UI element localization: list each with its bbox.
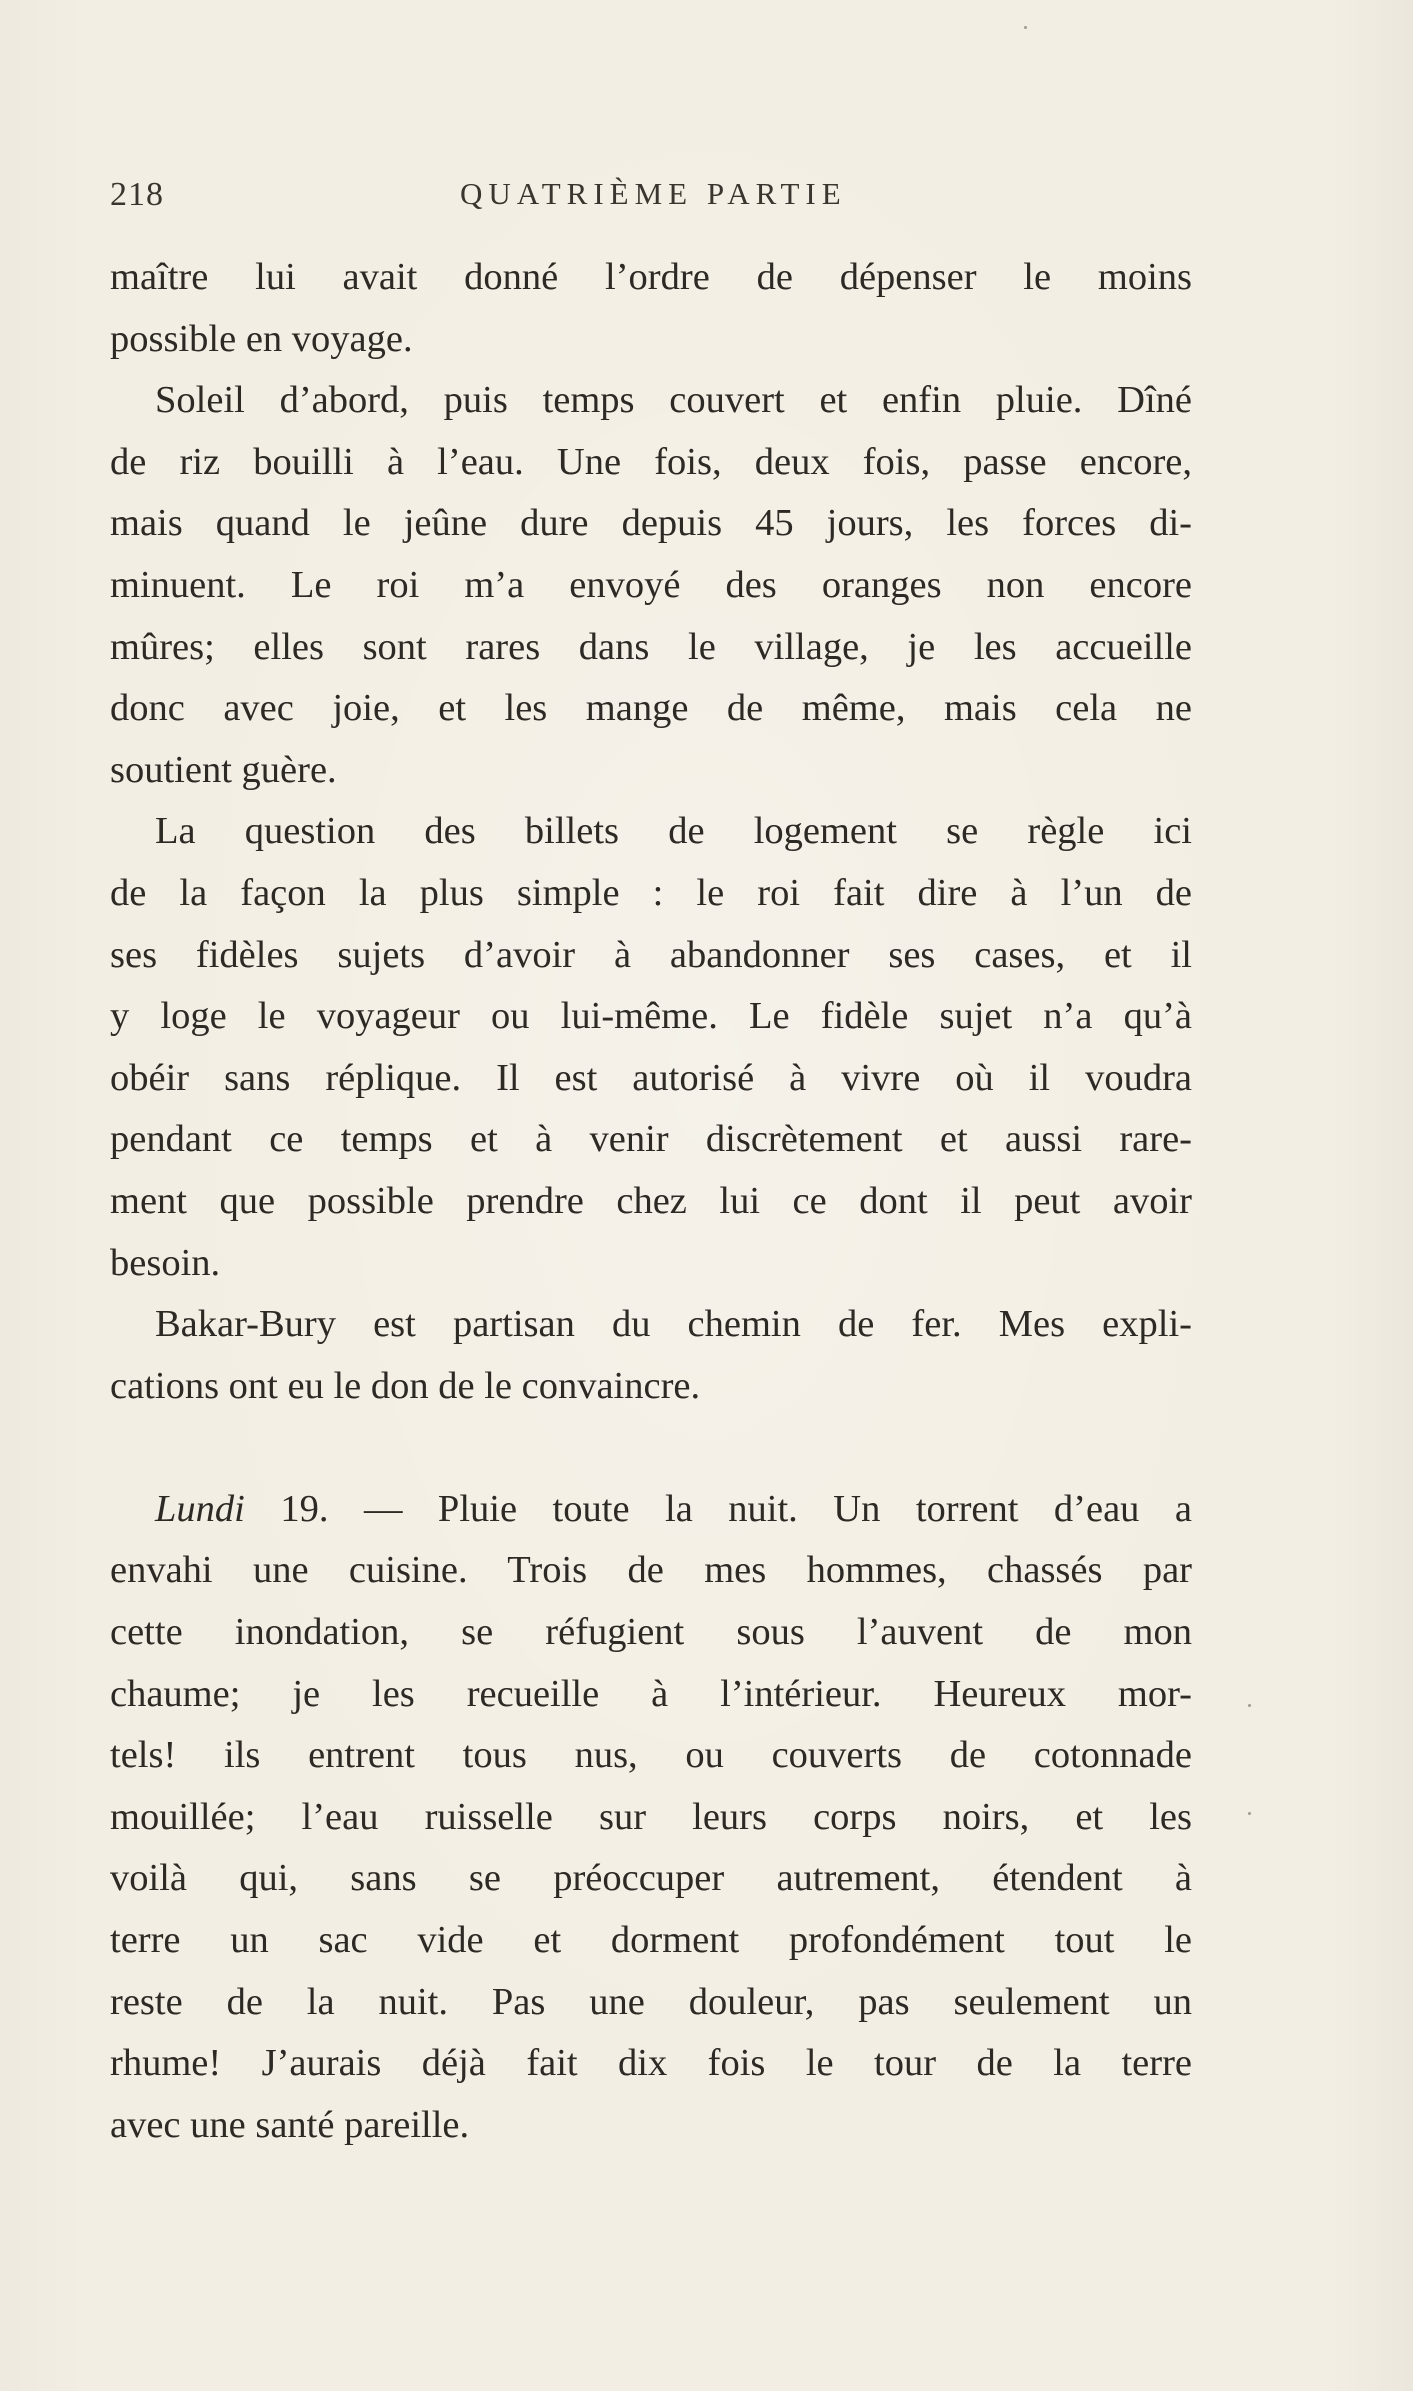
text-line: Bakar-Bury est partisan du chemin de fer. Mes expli- xyxy=(155,1303,1192,1346)
text-line: de riz bouilli à l’eau. Une fois, deux fois, passe encore, xyxy=(110,440,1192,483)
text-line: avec une santé pareille. xyxy=(110,2103,470,2146)
section-gap xyxy=(110,1417,1192,1479)
text-line: de la façon la plus simple : le roi fait dire à l’un de xyxy=(110,871,1192,914)
text-line: Soleil d’abord, puis temps couvert et enfin pluie. Dîné xyxy=(155,379,1192,422)
text-line: maître lui avait donné l’ordre de dépenser le moins xyxy=(110,256,1192,298)
text-line: soutient guère. xyxy=(110,748,337,791)
text-line: pendant ce temps et à venir discrètement et aussi rare- xyxy=(110,1118,1192,1161)
text-line: mouillée; l’eau ruisselle sur leurs corps noirs, et les xyxy=(110,1795,1192,1838)
text-line: ses fidèles sujets d’avoir à abandonner ses cases, et il xyxy=(110,933,1192,976)
text-line: voilà qui, sans se préoccuper autrement, étendent à xyxy=(110,1857,1192,1900)
paper-speck xyxy=(1248,1704,1251,1707)
page-number: 218 xyxy=(110,176,164,213)
text-line: mais quand le jeûne dure depuis 45 jours, les forces di- xyxy=(110,502,1192,545)
text-line: obéir sans réplique. Il est autorisé à vivre où il voudra xyxy=(110,1056,1192,1099)
text-line: chaume; je les recueille à l’intérieur. Heureux mor- xyxy=(110,1672,1192,1715)
text-line: donc avec joie, et les mange de même, mais cela ne xyxy=(110,687,1192,730)
day-label: Lundi xyxy=(155,1487,245,1530)
body-text xyxy=(110,247,1192,2156)
text-line: cations ont eu le don de le convaincre. xyxy=(110,1364,701,1407)
text-line: ment que possible prendre chez lui ce dont il peut avoir xyxy=(110,1179,1192,1222)
page-header xyxy=(110,176,1192,220)
text-line: minuent. Le roi m’a envoyé des oranges non encore xyxy=(110,563,1192,606)
entry-first-line-text: 19. — Pluie toute la nuit. Un torrent d’eau a xyxy=(244,1487,1192,1530)
text-line: cette inondation, se réfugient sous l’auvent de mon xyxy=(110,1611,1192,1654)
dated-entry-first-line xyxy=(110,1479,1192,1541)
paper-speck xyxy=(1024,26,1027,29)
text-line: y loge le voyageur ou lui-même. Le fidèle sujet n’a qu’à xyxy=(110,995,1192,1038)
text-line: possible en voyage. xyxy=(110,317,413,360)
text-line: rhume! J’aurais déjà fait dix fois le tour de la terre xyxy=(110,2042,1192,2085)
text-line: reste de la nuit. Pas une douleur, pas seulement un xyxy=(110,1980,1192,2023)
text-line: terre un sac vide et dorment profondément tout le xyxy=(110,1919,1192,1962)
text-line: mûres; elles sont rares dans le village, je les accueille xyxy=(110,625,1192,668)
text-line: La question des billets de logement se règle ici xyxy=(155,810,1192,853)
text-line: envahi une cuisine. Trois de mes hommes, chassés par xyxy=(110,1549,1192,1592)
running-head: QUATRIÈME PARTIE xyxy=(460,176,847,211)
text-line: tels! ils entrent tous nus, ou couverts de cotonnade xyxy=(110,1734,1192,1777)
text-line: besoin. xyxy=(110,1241,221,1284)
paper-speck xyxy=(1248,1812,1251,1815)
